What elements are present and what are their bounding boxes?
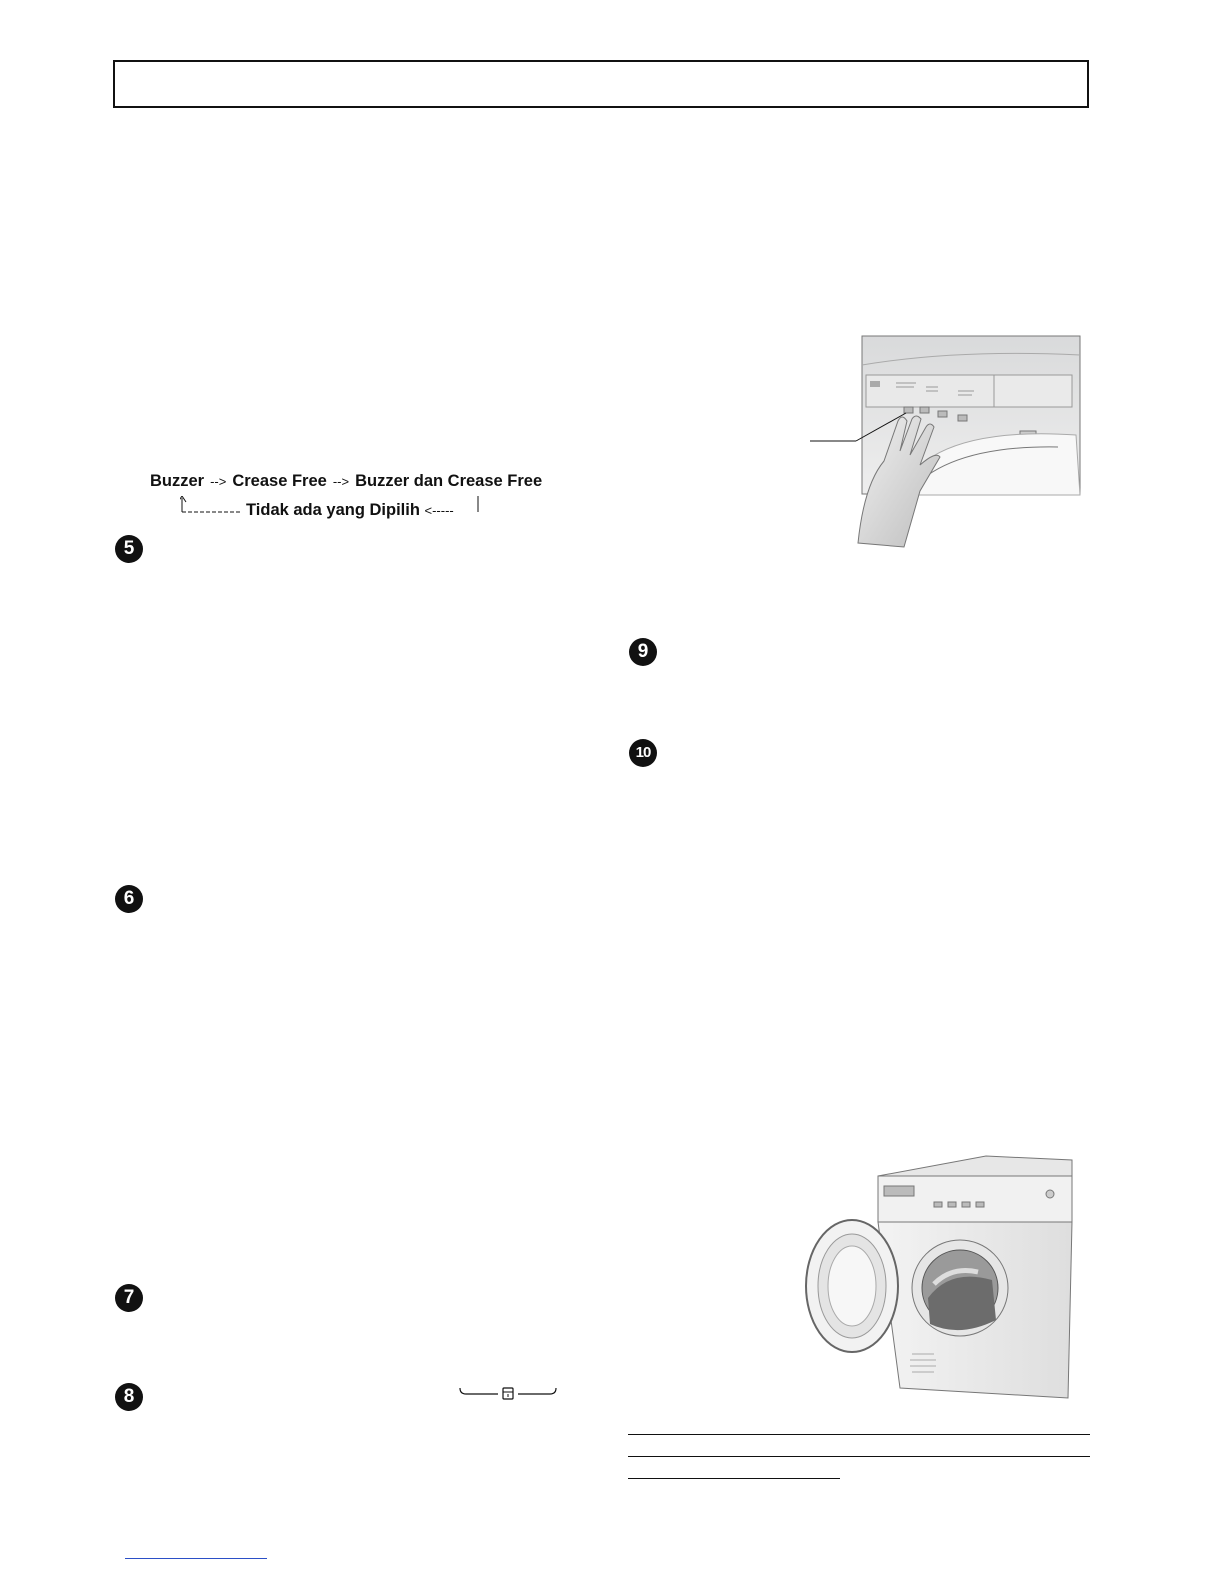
step-marker-7: 7 <box>115 1284 143 1312</box>
step-marker-10: 10 <box>629 739 657 767</box>
option-none-selected: Tidak ada yang Dipilih <box>246 501 420 519</box>
option-cycle-diagram <box>140 468 580 528</box>
cycle-arrow-1: --> <box>210 474 227 489</box>
dryer-open-door-photo <box>800 1148 1084 1408</box>
cycle-return-row <box>246 501 454 520</box>
text-rule-3 <box>628 1478 840 1479</box>
option-crease-free: Crease Free <box>232 472 327 490</box>
link-underline <box>125 1558 267 1559</box>
step-marker-6: 6 <box>115 885 143 913</box>
option-buzzer-crease-free: Buzzer dan Crease Free <box>355 472 543 490</box>
text-rule-2 <box>628 1456 1090 1457</box>
step-marker-5: 5 <box>115 535 143 563</box>
child-lock-icon <box>458 1384 558 1402</box>
header-box <box>113 60 1089 108</box>
step-marker-8: 8 <box>115 1383 143 1411</box>
cycle-arrow-2: --> <box>332 474 350 489</box>
step-marker-9: 9 <box>629 638 657 666</box>
control-panel-photo <box>808 335 1084 555</box>
text-rule-1 <box>628 1434 1090 1435</box>
option-buzzer: Buzzer <box>150 472 205 490</box>
option-cycle-row <box>150 472 542 491</box>
cycle-return-arrow: <----- <box>424 503 454 518</box>
